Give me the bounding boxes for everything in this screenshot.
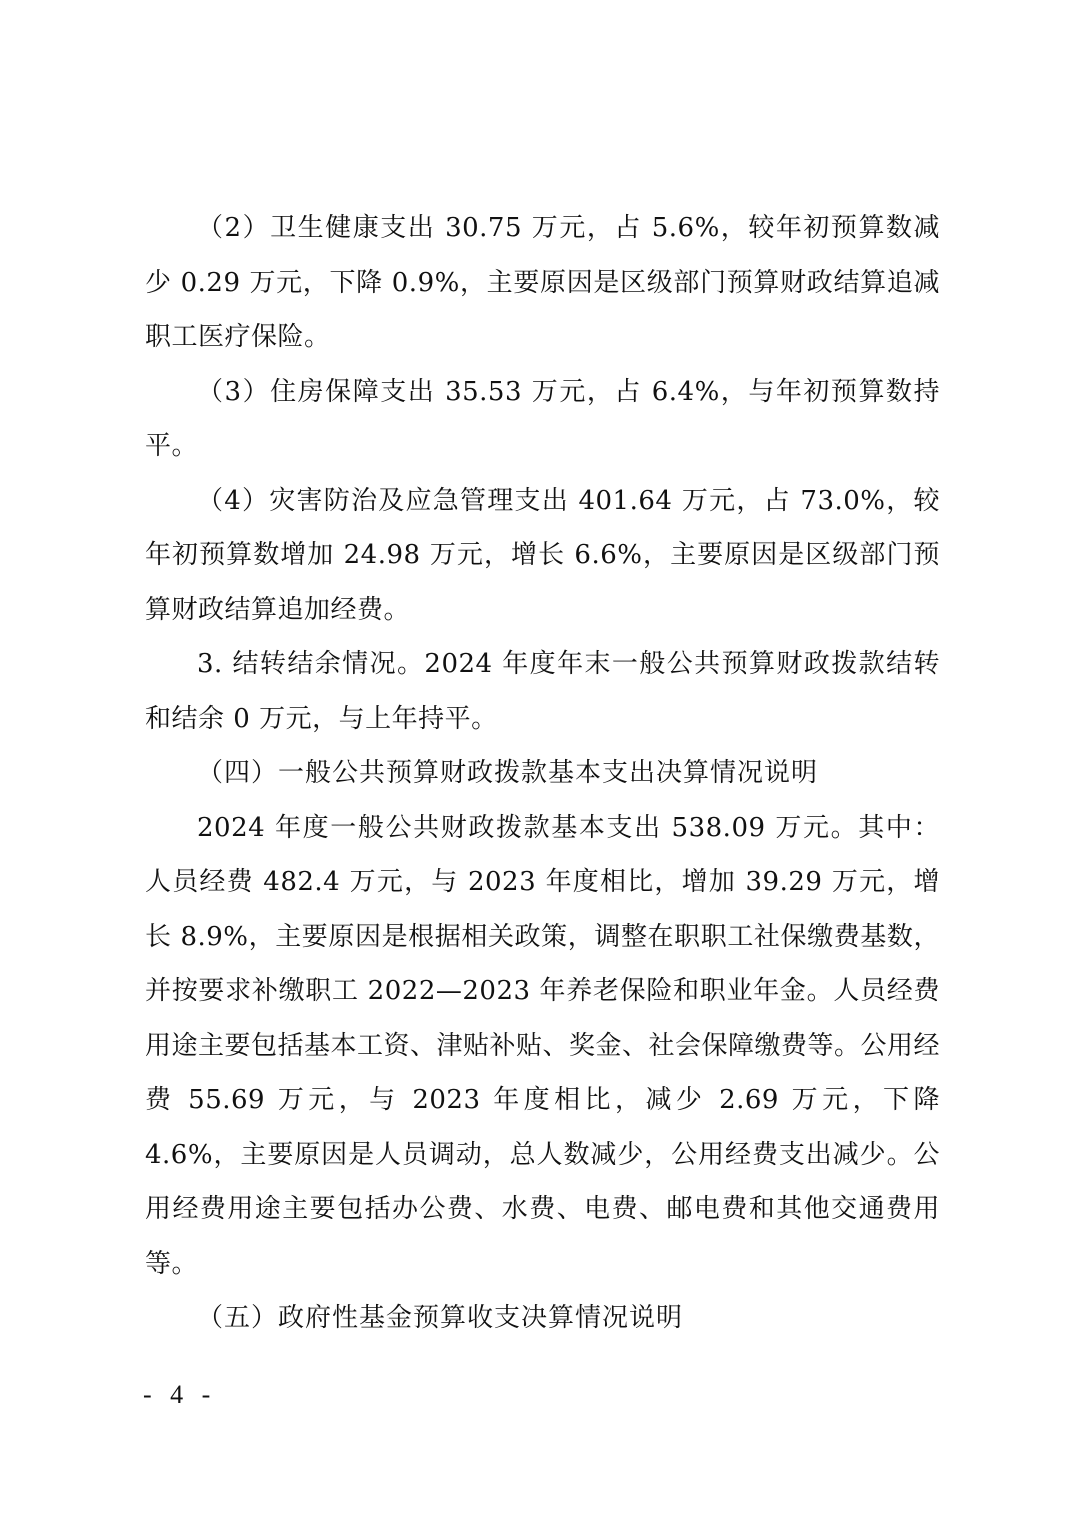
paragraph-health-expenditure: （2）卫生健康支出 30.75 万元，占 5.6%，较年初预算数减少 0.29 万元，下降 0.9%，主要原因是区级部门预算财政结算追减职工医疗保险。 <box>145 213 940 352</box>
paragraph-basic-expenditure: 2024 年度一般公共财政拨款基本支出 538.09 万元。其中：人员经费 482.4 万元，与 2023 年度相比，增加 39.29 万元，增长 8.9%，主要原因是根据相关政策，调整在职职工社保缴费基数，并按要求补缴职工 2022—2023 年养老保险和职业年金。人员经费用途主要包括基本工资、津贴补贴、奖金、社会保障缴费等。公用经费 55.69 万元，与 2023 年度相比，减少 2.69 万元，下降 4.6%，主要原因是人员调动，总人数减少，公用经费支出减少。公用经费用途主要包括办公费、水费、电费、邮电费和其他交通费用等。 <box>145 812 941 1279</box>
page-number: - 4 - <box>143 1380 217 1409</box>
paragraph-carryover-balance: 3. 结转结余情况。2024 年度年末一般公共预算财政拨款结转和结余 0 万元，与上年持平。 <box>145 649 940 734</box>
document-body <box>145 201 940 1346</box>
section-heading-government-fund: （五）政府性基金预算收支决算情况说明 <box>197 1303 684 1333</box>
paragraph-disaster-expenditure: （4）灾害防治及应急管理支出 401.64 万元，占 73.0%，较年初预算数增加 24.98 万元，增长 6.6%，主要原因是区级部门预算财政结算追加经费。 <box>145 485 940 625</box>
section-heading-basic-expenditure: （四）一般公共预算财政拨款基本支出决算情况说明 <box>197 758 819 788</box>
paragraph-housing-expenditure: （3）住房保障支出 35.53 万元，占 6.4%，与年初预算数持平。 <box>145 376 940 461</box>
